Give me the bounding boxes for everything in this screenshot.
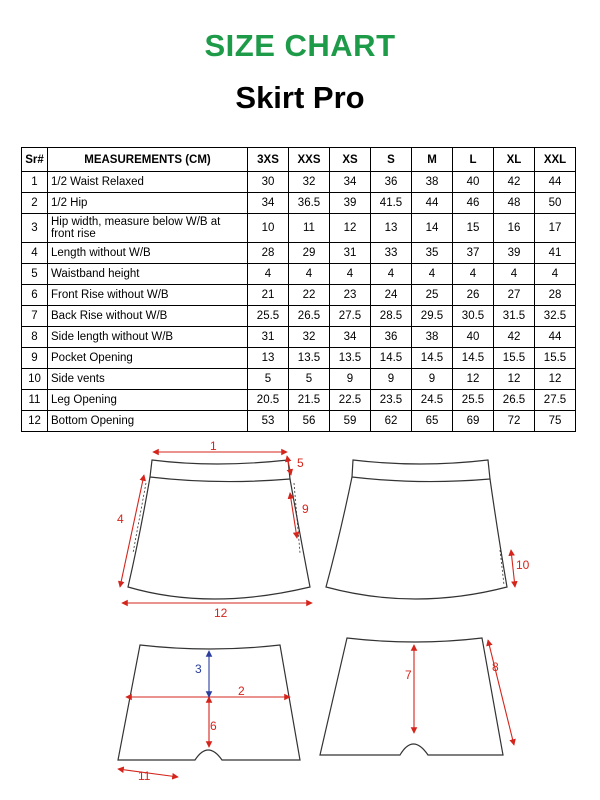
- label-9: 9: [302, 502, 309, 516]
- size-value-cell: 30.5: [453, 306, 494, 327]
- size-value-cell: 27: [494, 285, 535, 306]
- table-row: [22, 411, 576, 432]
- size-value-cell: 23: [330, 285, 371, 306]
- size-value-cell: 59: [330, 411, 371, 432]
- size-value-cell: 22.5: [330, 390, 371, 411]
- size-value-cell: 36.5: [289, 193, 330, 214]
- row-number: 7: [22, 306, 48, 327]
- size-value-cell: 24: [371, 285, 412, 306]
- size-value-cell: 46: [453, 193, 494, 214]
- size-value-cell: 20.5: [248, 390, 289, 411]
- measurement-name: Front Rise without W/B: [48, 285, 248, 306]
- size-value-cell: 25.5: [453, 390, 494, 411]
- size-value-cell: 35: [412, 243, 453, 264]
- size-value-cell: 53: [248, 411, 289, 432]
- size-value-cell: 14.5: [371, 348, 412, 369]
- measurement-name: 1/2 Hip: [48, 193, 248, 214]
- size-value-cell: 13: [371, 214, 412, 243]
- size-value-cell: 34: [248, 193, 289, 214]
- label-10: 10: [516, 558, 530, 572]
- table-row: [22, 214, 576, 243]
- size-value-cell: 13.5: [330, 348, 371, 369]
- label-5: 5: [297, 456, 304, 470]
- size-value-cell: 31: [248, 327, 289, 348]
- table-row: [22, 285, 576, 306]
- size-value-cell: 48: [494, 193, 535, 214]
- table-header-row: [22, 148, 576, 172]
- table-row: [22, 264, 576, 285]
- size-value-cell: 21.5: [289, 390, 330, 411]
- table-row: [22, 348, 576, 369]
- size-value-cell: 29.5: [412, 306, 453, 327]
- label-7: 7: [405, 668, 412, 682]
- table-row: [22, 172, 576, 193]
- size-value-cell: 16: [494, 214, 535, 243]
- size-value-cell: 24.5: [412, 390, 453, 411]
- size-value-cell: 4: [494, 264, 535, 285]
- row-number: 8: [22, 327, 48, 348]
- measurement-name: Bottom Opening: [48, 411, 248, 432]
- size-value-cell: 13.5: [289, 348, 330, 369]
- size-value-cell: 38: [412, 172, 453, 193]
- size-value-cell: 26: [453, 285, 494, 306]
- size-value-cell: 31: [330, 243, 371, 264]
- size-chart-title: SIZE CHART: [204, 28, 396, 63]
- measure-line-10: [511, 550, 515, 587]
- header-cell: Sr#: [22, 148, 48, 172]
- size-value-cell: 38: [412, 327, 453, 348]
- label-6: 6: [210, 719, 217, 733]
- size-value-cell: 34: [330, 172, 371, 193]
- header-cell: MEASUREMENTS (CM): [48, 148, 248, 172]
- size-value-cell: 40: [453, 327, 494, 348]
- size-value-cell: 4: [453, 264, 494, 285]
- size-value-cell: 4: [412, 264, 453, 285]
- size-value-cell: 11: [289, 214, 330, 243]
- row-number: 5: [22, 264, 48, 285]
- size-value-cell: 5: [289, 369, 330, 390]
- size-value-cell: 75: [535, 411, 576, 432]
- size-value-cell: 23.5: [371, 390, 412, 411]
- size-value-cell: 32.5: [535, 306, 576, 327]
- size-value-cell: 36: [371, 172, 412, 193]
- label-4: 4: [117, 512, 124, 526]
- table-row: [22, 390, 576, 411]
- size-value-cell: 37: [453, 243, 494, 264]
- size-value-cell: 4: [371, 264, 412, 285]
- size-value-cell: 44: [535, 172, 576, 193]
- table-row: [22, 243, 576, 264]
- size-value-cell: 44: [535, 327, 576, 348]
- size-value-cell: 21: [248, 285, 289, 306]
- row-number: 3: [22, 214, 48, 243]
- size-value-cell: 26.5: [494, 390, 535, 411]
- measurement-name: 1/2 Waist Relaxed: [48, 172, 248, 193]
- header-cell: XL: [494, 148, 535, 172]
- measurement-name: Length without W/B: [48, 243, 248, 264]
- label-12: 12: [214, 606, 228, 620]
- size-value-cell: 72: [494, 411, 535, 432]
- row-number: 2: [22, 193, 48, 214]
- size-value-cell: 30: [248, 172, 289, 193]
- size-value-cell: 9: [371, 369, 412, 390]
- size-value-cell: 10: [248, 214, 289, 243]
- size-value-cell: 17: [535, 214, 576, 243]
- product-name: Skirt Pro: [235, 80, 365, 115]
- size-value-cell: 15: [453, 214, 494, 243]
- size-value-cell: 56: [289, 411, 330, 432]
- size-value-cell: 32: [289, 327, 330, 348]
- row-number: 10: [22, 369, 48, 390]
- table-row: [22, 369, 576, 390]
- size-value-cell: 27.5: [535, 390, 576, 411]
- size-value-cell: 9: [412, 369, 453, 390]
- measurement-name: Hip width, measure below W/B at front rise: [48, 214, 248, 243]
- row-number: 6: [22, 285, 48, 306]
- size-value-cell: 13: [248, 348, 289, 369]
- size-value-cell: 4: [289, 264, 330, 285]
- skirt-back-sketch: [326, 460, 507, 599]
- measurement-name: Back Rise without W/B: [48, 306, 248, 327]
- size-value-cell: 39: [330, 193, 371, 214]
- row-number: 9: [22, 348, 48, 369]
- size-value-cell: 33: [371, 243, 412, 264]
- table-row: [22, 327, 576, 348]
- row-number: 12: [22, 411, 48, 432]
- size-value-cell: 41.5: [371, 193, 412, 214]
- measurement-name: Waistband height: [48, 264, 248, 285]
- size-value-cell: 4: [248, 264, 289, 285]
- measurement-diagrams: [0, 435, 600, 800]
- size-value-cell: 50: [535, 193, 576, 214]
- size-value-cell: 28.5: [371, 306, 412, 327]
- size-value-cell: 9: [330, 369, 371, 390]
- measurement-name: Pocket Opening: [48, 348, 248, 369]
- skirt-front-sketch: [128, 460, 310, 599]
- size-value-cell: 25: [412, 285, 453, 306]
- size-value-cell: 14: [412, 214, 453, 243]
- size-value-cell: 14.5: [453, 348, 494, 369]
- header-cell: S: [371, 148, 412, 172]
- measurement-name: Leg Opening: [48, 390, 248, 411]
- label-1: 1: [210, 439, 217, 453]
- row-number: 4: [22, 243, 48, 264]
- header-cell: XS: [330, 148, 371, 172]
- header-cell: XXL: [535, 148, 576, 172]
- size-value-cell: 69: [453, 411, 494, 432]
- size-value-cell: 65: [412, 411, 453, 432]
- size-value-cell: 28: [248, 243, 289, 264]
- row-number: 11: [22, 390, 48, 411]
- size-value-cell: 42: [494, 327, 535, 348]
- size-value-cell: 31.5: [494, 306, 535, 327]
- row-number: 1: [22, 172, 48, 193]
- measurement-name: Side vents: [48, 369, 248, 390]
- size-table: [21, 147, 576, 432]
- size-value-cell: 44: [412, 193, 453, 214]
- label-11: 11: [138, 769, 151, 783]
- size-value-cell: 41: [535, 243, 576, 264]
- size-value-cell: 12: [330, 214, 371, 243]
- label-2: 2: [238, 684, 245, 698]
- size-value-cell: 25.5: [248, 306, 289, 327]
- size-value-cell: 42: [494, 172, 535, 193]
- size-value-cell: 28: [535, 285, 576, 306]
- size-value-cell: 32: [289, 172, 330, 193]
- size-value-cell: 15.5: [535, 348, 576, 369]
- size-value-cell: 29: [289, 243, 330, 264]
- size-value-cell: 12: [535, 369, 576, 390]
- shorts-back-sketch: [320, 638, 503, 755]
- size-value-cell: 12: [494, 369, 535, 390]
- label-8: 8: [492, 660, 499, 674]
- size-value-cell: 40: [453, 172, 494, 193]
- size-value-cell: 26.5: [289, 306, 330, 327]
- measurement-name: Side length without W/B: [48, 327, 248, 348]
- size-value-cell: 39: [494, 243, 535, 264]
- size-value-cell: 62: [371, 411, 412, 432]
- header-cell: XXS: [289, 148, 330, 172]
- size-value-cell: 4: [535, 264, 576, 285]
- size-value-cell: 36: [371, 327, 412, 348]
- header-cell: L: [453, 148, 494, 172]
- table-body: [22, 172, 576, 432]
- header-cell: M: [412, 148, 453, 172]
- size-value-cell: 12: [453, 369, 494, 390]
- size-value-cell: 15.5: [494, 348, 535, 369]
- table-row: [22, 306, 576, 327]
- size-value-cell: 27.5: [330, 306, 371, 327]
- size-value-cell: 22: [289, 285, 330, 306]
- header-cell: 3XS: [248, 148, 289, 172]
- label-3: 3: [195, 662, 202, 676]
- size-value-cell: 34: [330, 327, 371, 348]
- size-value-cell: 14.5: [412, 348, 453, 369]
- size-value-cell: 5: [248, 369, 289, 390]
- table-row: [22, 193, 576, 214]
- size-value-cell: 4: [330, 264, 371, 285]
